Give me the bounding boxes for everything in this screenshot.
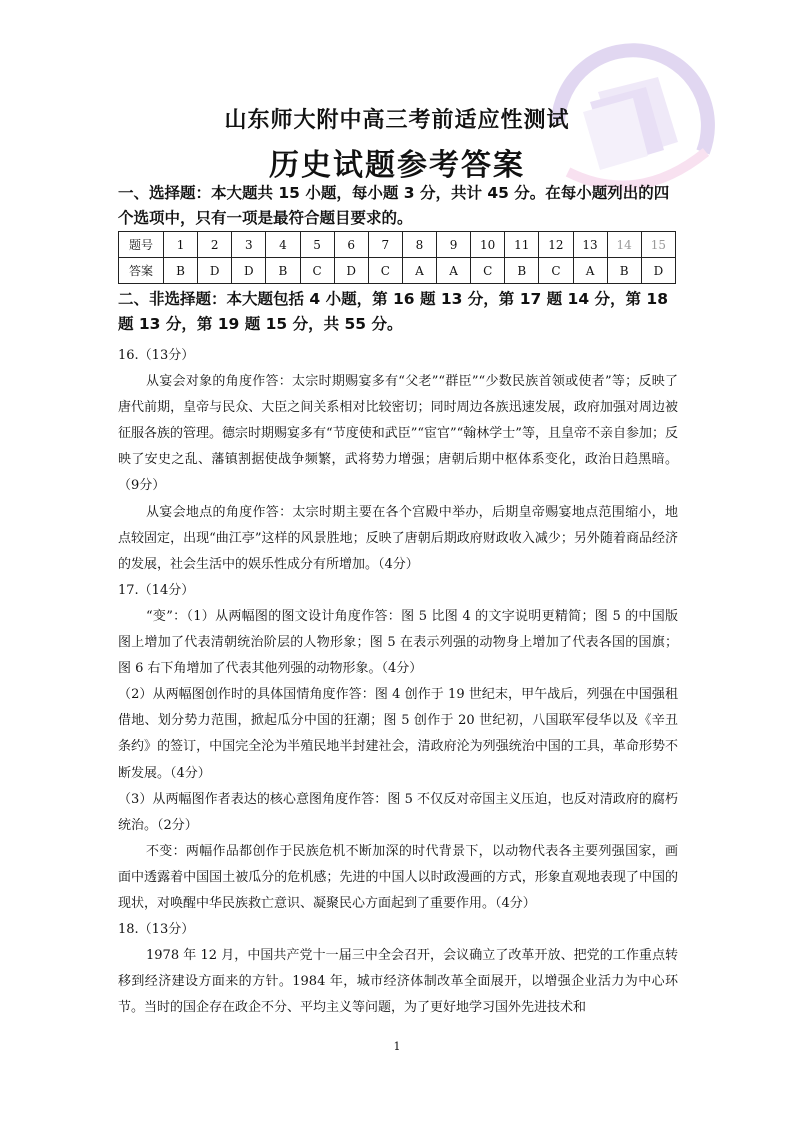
question-number: 10 xyxy=(471,232,505,258)
question-number: 14 xyxy=(607,232,641,258)
answer-cell: C xyxy=(471,258,505,284)
q17-paragraph: （2）从两幅图创作时的具体国情角度作答：图 4 创作于 19 世纪末，甲午战后，列强在中国强租借地、划分势力范围，掀起瓜分中国的狂潮；图 5 创作于 20 世纪初，八国联军侵华以及《辛丑条约》的签订，中国完全沦为半殖民地半封建社会，清政府沦为列强统治中国的工具，革命形势不断发展。（4分） xyxy=(118,687,678,781)
question-number: 6 xyxy=(334,232,368,258)
answer-cell: D xyxy=(334,258,368,284)
q16-paragraph: 从宴会地点的角度作答：太宗时期主要在各个宫殿中举办，后期皇帝赐宴地点范围缩小，地点较固定，出现“曲江亭”这样的风景胜地；反映了唐朝后期政府财政收入减少；另外随着商品经济的发展，社会生活中的娱乐性成分有所增加。（4分） xyxy=(118,504,678,572)
question-number: 11 xyxy=(505,232,539,258)
answer-cell: D xyxy=(198,258,232,284)
exam-title: 山东师大附中高三考前适应性测试 xyxy=(224,108,570,133)
question-number: 5 xyxy=(300,232,334,258)
row-label-number: 题号 xyxy=(119,232,164,258)
answer-body xyxy=(118,343,678,1021)
answer-cell: A xyxy=(402,258,436,284)
question-number-row xyxy=(119,232,676,258)
row-label-answer: 答案 xyxy=(119,258,164,284)
question-number: 2 xyxy=(198,232,232,258)
answer-row xyxy=(119,258,676,284)
answer-cell: C xyxy=(539,258,573,284)
q16-label: 16.（13分） xyxy=(118,348,195,363)
answer-cell: C xyxy=(300,258,334,284)
answer-cell: B xyxy=(505,258,539,284)
question-number: 15 xyxy=(641,232,675,258)
answer-cell: A xyxy=(437,258,471,284)
answer-cell: B xyxy=(164,258,198,284)
answer-cell: C xyxy=(368,258,402,284)
q18-paragraph: 1978 年 12 月，中国共产党十一届三中全会召开，会议确立了改革开放、把党的工作重点转移到经济建设方面来的方针。1984 年，城市经济体制改革全面展开，以增强企业活力为中心环节。当时的国企存在政企不分、平均主义等问题，为了更好地学习国外先进技术和 xyxy=(118,948,678,1016)
q17-paragraph: （3）从两幅图作者表达的核心意图角度作答：图 5 不仅反对帝国主义压迫，也反对清政府的腐朽统治。（2分） xyxy=(118,791,678,833)
question-number: 8 xyxy=(402,232,436,258)
question-number: 3 xyxy=(232,232,266,258)
q18-label: 18.（13分） xyxy=(118,922,195,938)
page-number: 1 xyxy=(393,1040,401,1053)
answer-cell: D xyxy=(232,258,266,284)
q17-paragraph: “变”：（1）从两幅图的图文设计角度作答：图 5 比图 4 的文字说明更精简；图 5 的中国版图上增加了代表清朝统治阶层的人物形象；图 5 在表示列强的动物身上增加了代表各国的国旗；图 6 右下角增加了代表其他列强的动物形象。（4分） xyxy=(118,608,678,677)
question-number: 7 xyxy=(368,232,402,258)
answer-cell: A xyxy=(573,258,607,284)
question-number: 13 xyxy=(573,232,607,258)
question-number: 12 xyxy=(539,232,573,258)
answer-cell: D xyxy=(641,258,675,284)
q17-paragraph: 不变：两幅作品都创作于民族危机不断加深的时代背景下，以动物代表各主要列强国家，画面中透露着中国国土被瓜分的危机感；先进的中国人以时政漫画的方式，形象直观地表现了中国的现状，对唤醒中华民族救亡意识、凝聚民心方面起到了重要作用。（4分） xyxy=(118,843,678,911)
answer-table xyxy=(118,231,676,284)
q17-label: 17.（14分） xyxy=(118,582,195,598)
section-2-heading: 二、非选择题：本大题包括 4 小题，第 16 题 13 分，第 17 题 14 分，第 18 题 13 分，第 19 题 15 分，共 55 分。 xyxy=(118,290,668,333)
answer-key-title: 历史试题参考答案 xyxy=(269,148,525,183)
section-1-heading: 一、选择题：本大题共 15 小题，每小题 3 分，共计 45 分。在每小题列出的四个选项中，只有一项是最符合题目要求的。 xyxy=(118,184,670,227)
question-number: 9 xyxy=(437,232,471,258)
question-number: 4 xyxy=(266,232,300,258)
question-number: 1 xyxy=(164,232,198,258)
q16-paragraph: 从宴会对象的角度作答：太宗时期赐宴多有“父老”“群臣”“少数民族首领或使者”等；反映了唐代前期，皇帝与民众、大臣之间关系相对比较密切；同时周边各族迅速发展，政府加强对周边被征服各族的管理。德宗时期赐宴多有“节度使和武臣”“宦官”“翰林学士”等，且皇帝不亲自参加；反映了安史之乱、藩镇割据使战争频繁，武将势力增强；唐朝后期中枢体系变化，政治日趋黑暗。（9分） xyxy=(118,374,678,494)
answer-cell: B xyxy=(266,258,300,284)
answer-cell: B xyxy=(607,258,641,284)
